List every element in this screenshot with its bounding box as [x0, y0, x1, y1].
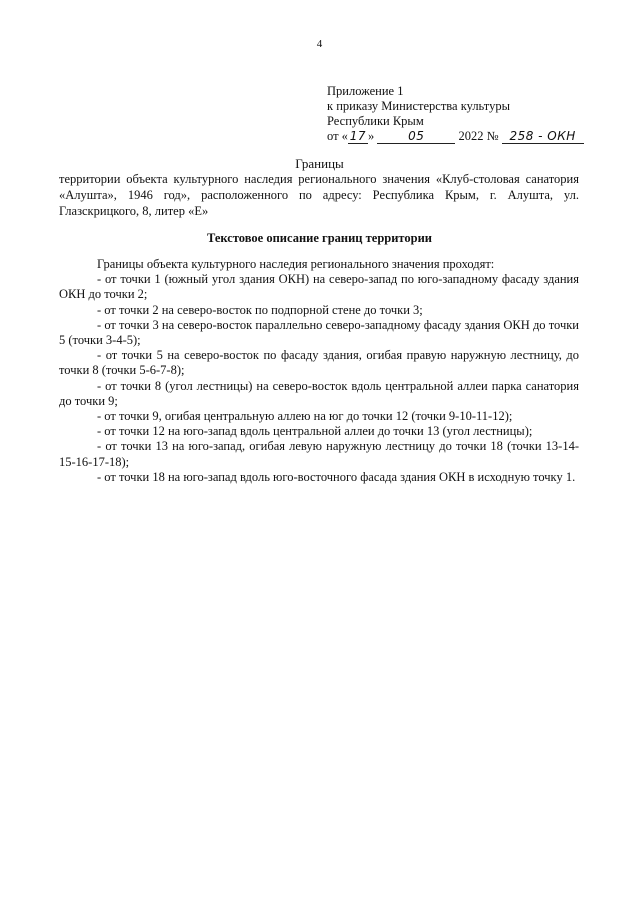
appendix-line-2: к приказу Министерства культуры [327, 99, 510, 113]
paragraph: - от точки 3 на северо-восток параллельно северо-западному фасаду здания ОКН до точки 5 (точки 3-4-5); [59, 317, 579, 348]
document-subtitle: территории объекта культурного наследия регионального значения «Клуб-столовая санатория «Алушта», 1946 год», расположенного по адресу: Республика Крым, г. Алушта, ул. Глазскрицкого, 8, литер «Е» [59, 172, 579, 218]
paragraph: - от точки 1 (южный угол здания ОКН) на северо-запад по юго-западному фасаду здания ОКН до точки 2; [59, 272, 579, 302]
date-year: 2022 № [458, 129, 499, 143]
paragraph: - от точки 12 на юго-запад вдоль центральной аллеи до точки 13 (угол лестницы); [97, 424, 533, 439]
document-title: Границы [295, 156, 344, 171]
date-mid: » [367, 129, 375, 143]
paragraph: - от точки 9, огибая центральную аллею на юг до точки 12 (точки 9-10-11-12); [97, 409, 513, 424]
paragraph: - от точки 18 на юго-запад вдоль юго-восточного фасада здания ОКН в исходную точку 1. [97, 469, 576, 484]
date-month: 05 [377, 130, 455, 144]
paragraph: - от точки 13 на юго-запад, огибая левую наружную лестницу до точки 18 (точки 13-14-15-16-17-18); [59, 439, 579, 469]
section-heading: Текстовое описание границ территории [206, 231, 433, 245]
paragraph: Границы объекта культурного наследия регионального значения проходят: [97, 257, 495, 271]
appendix-line-3: Республики Крым [327, 114, 424, 128]
order-number: 258 - ОКН [502, 130, 584, 144]
boundary-description [59, 257, 579, 485]
paragraph: - от точки 2 на северо-восток по подпорной стене до точки 3; [97, 302, 423, 317]
appendix-line-1: Приложение 1 [327, 84, 404, 98]
paragraph: - от точки 8 (угол лестницы) на северо-восток вдоль центральной аллеи парка санатория до точки 9; [59, 378, 579, 408]
appendix-block [327, 84, 627, 144]
page-number: 4 [316, 38, 323, 50]
paragraph: - от точки 5 на северо-восток по фасаду здания, огибая правую наружную лестницу, до точки 8 (точки 5-6-7-8); [59, 348, 579, 378]
date-day: 17 [349, 129, 367, 143]
date-prefix: от « [327, 129, 348, 143]
appendix-date-line [327, 129, 627, 144]
